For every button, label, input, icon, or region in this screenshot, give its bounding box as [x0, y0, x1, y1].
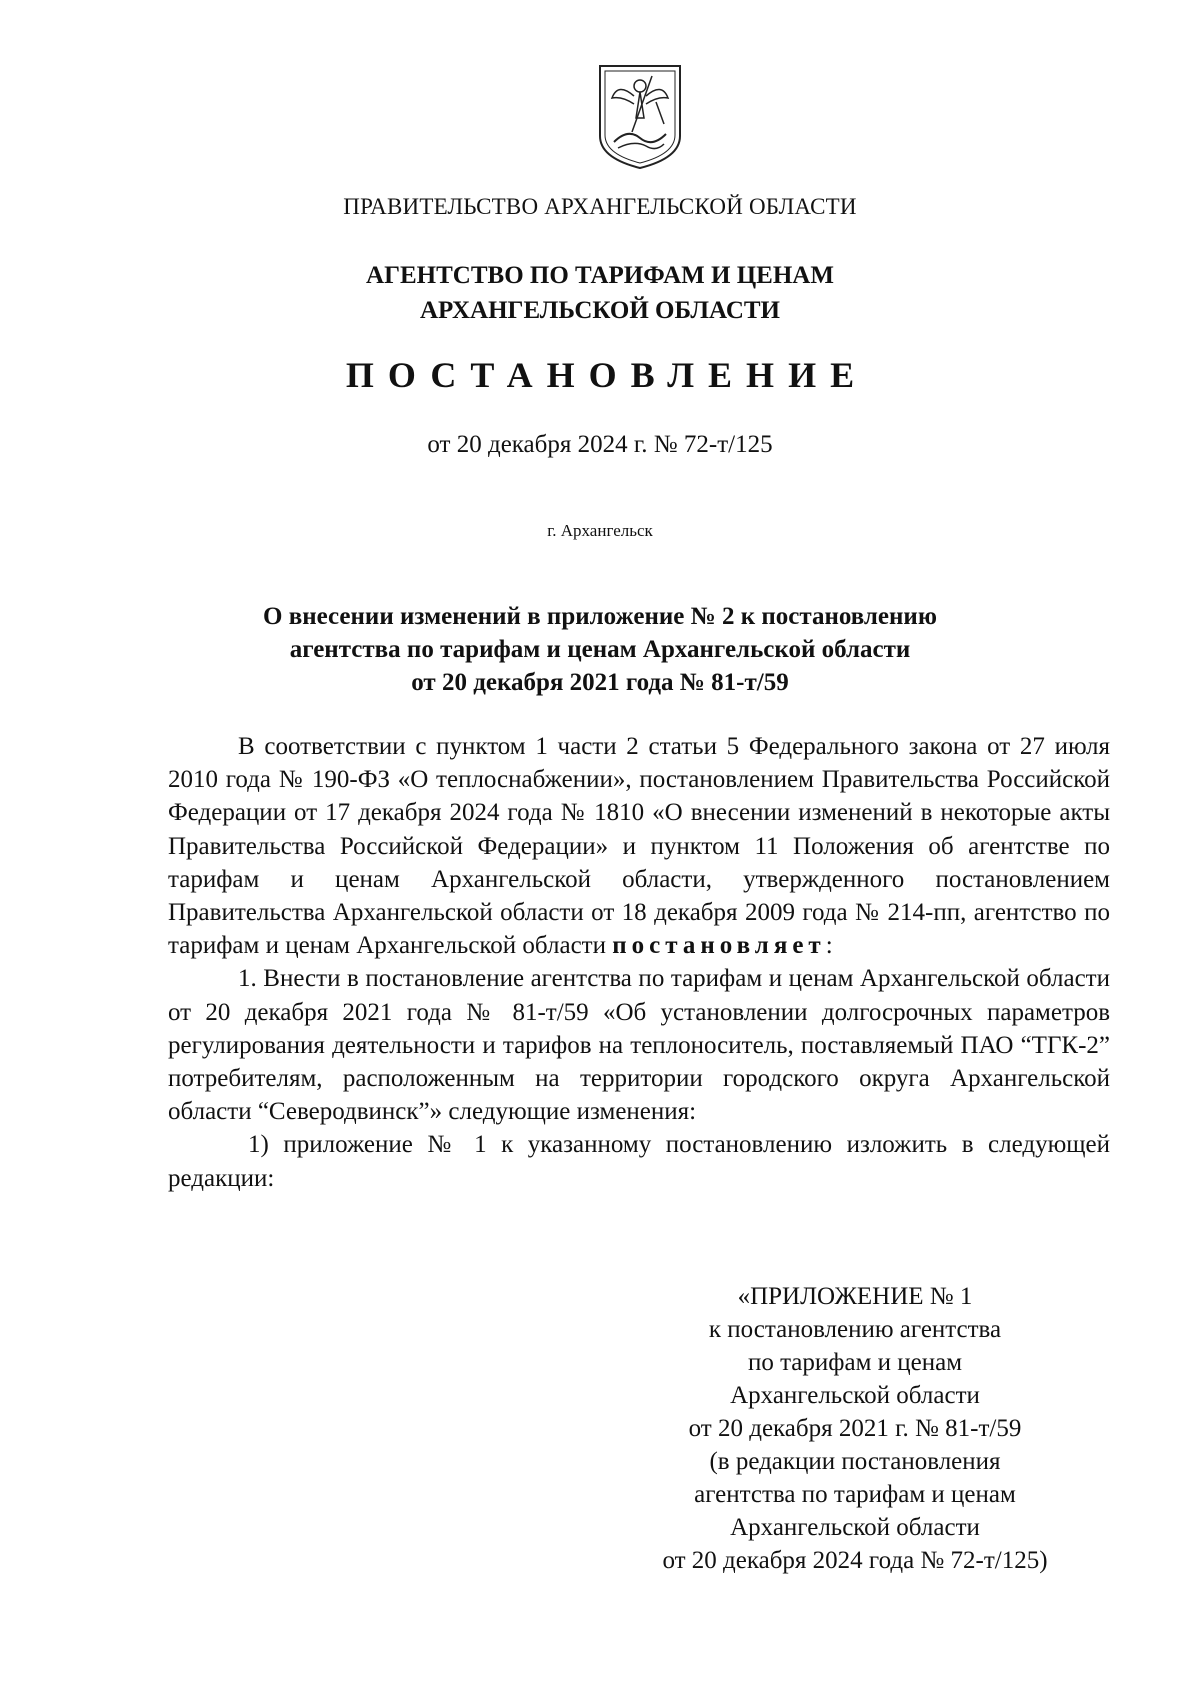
agency-name — [0, 258, 1200, 328]
appendix-line8: Архангельской области — [730, 1514, 980, 1541]
appendix-header — [620, 1280, 1090, 1577]
title-line3: от 20 декабря 2021 года № 81-т/59 — [411, 669, 789, 696]
document-city: г. Архангельск — [547, 521, 653, 540]
appendix-line6: (в редакции постановления — [709, 1448, 1001, 1475]
preamble-text: В соответствии с пунктом 1 части 2 статьи 5 Федерального закона от 27 июля 2010 года № 190-ФЗ «О теплоснабжении», постановлением Правительства Российской Федерации от 17 декабря 2024 года № 1810 «О внесении изменений в некоторые акты Правительства Российской Федерации» и пунктом 11 Положения об агентстве по тарифам и ценам Архангельской области, утвержденного постановлением Правительства Архангельской области от 18 декабря 2009 года № 214-пп, агентство по тарифам и ценам Архангельской области — [168, 733, 1110, 960]
document-body — [168, 730, 1110, 1195]
appendix-line1: «ПРИЛОЖЕНИЕ № 1 — [737, 1283, 973, 1310]
coat-of-arms-icon — [594, 62, 686, 172]
document-date-number: от 20 декабря 2024 г. № 72-т/125 — [427, 431, 773, 458]
resolves-word: постановляет — [612, 932, 826, 960]
title-line2: агентства по тарифам и ценам Архангельской области — [289, 636, 911, 663]
document-type: ПОСТАНОВЛЕНИЕ — [345, 355, 869, 395]
government-name: ПРАВИТЕЛЬСТВО АРХАНГЕЛЬСКОЙ ОБЛАСТИ — [343, 194, 857, 219]
appendix-line7: агентства по тарифам и ценам — [694, 1481, 1016, 1508]
item-1-1-paragraph: 1) приложение № 1 к указанному постановлению изложить в следующей редакции: — [168, 1131, 1110, 1192]
item-1-paragraph: 1. Внести в постановление агентства по тарифам и ценам Архангельской области от 20 декабря 2021 года № 81-т/59 «Об установлении долгосрочных параметров регулирования деятельности и тарифов на теплоноситель, поставляемый ПАО “ТГК-2” потребителям, расположенным на территории городского округа Архангельской области “Северодвинск”» следующие изменения: — [168, 965, 1110, 1126]
appendix-line4: Архангельской области — [730, 1382, 980, 1409]
agency-name-line2: АРХАНГЕЛЬСКОЙ ОБЛАСТИ — [420, 297, 780, 324]
preamble-paragraph — [168, 730, 1110, 962]
appendix-line5: от 20 декабря 2021 г. № 81-т/59 — [688, 1415, 1022, 1442]
appendix-line3: по тарифам и ценам — [747, 1349, 963, 1376]
agency-name-line1: АГЕНТСТВО ПО ТАРИФАМ И ЦЕНАМ — [366, 262, 834, 289]
appendix-line9: от 20 декабря 2024 года № 72-т/125) — [662, 1547, 1048, 1574]
appendix-line2: к постановлению агентства — [708, 1316, 1002, 1343]
title-line1: О внесении изменений в приложение № 2 к постановлению — [263, 603, 937, 630]
resolves-colon: : — [825, 932, 833, 960]
document-title — [0, 600, 1200, 699]
